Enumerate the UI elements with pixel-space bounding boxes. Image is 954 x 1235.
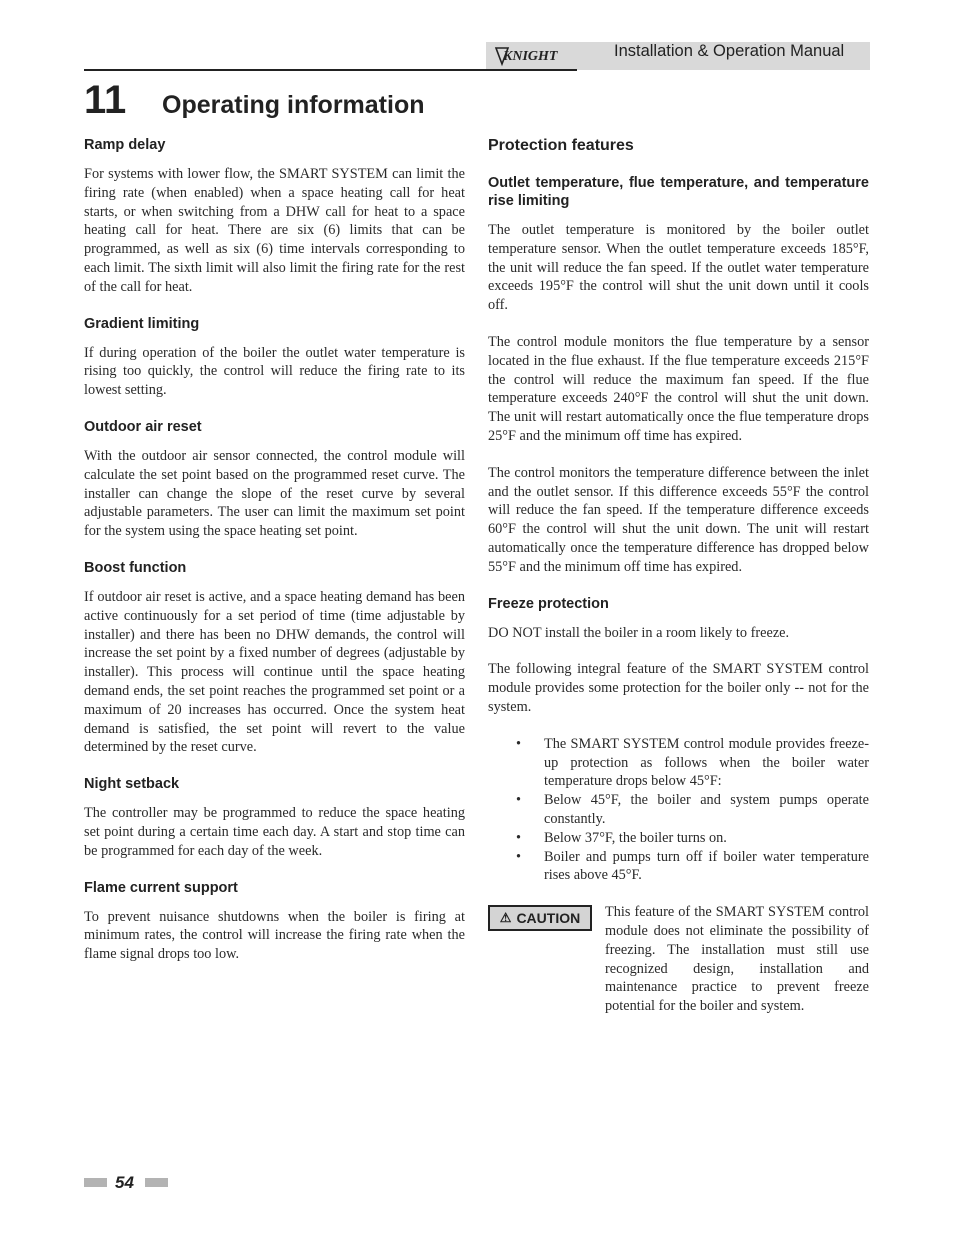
bullet-icon: •	[516, 735, 522, 752]
left-column	[84, 136, 465, 982]
freeze-bullet-list	[488, 735, 869, 885]
protection-features-title: Protection features	[488, 137, 634, 154]
section-heading: Freeze protection	[488, 595, 609, 612]
caution-label: CAUTION	[516, 910, 581, 927]
section-body: If outdoor air reset is active, and a space heating demand has been active continuously for a set period of time (time adjustable by installer) and there has been no DHW demands, the control will increase the set point by a fixed number of degrees (adjustable by installer). This process will continue until the space heating demand ends, the set point reaches the programmed set point or a maximum of 20 increases has occurred. Once the system heat demand is satisfied, the set point will revert to the value determined by the reset curve.	[84, 588, 465, 756]
list-item	[488, 829, 869, 848]
section-heading: Gradient limiting	[84, 315, 200, 332]
section-heading: Flame current support	[84, 879, 238, 896]
section-body: DO NOT install the boiler in a room likely to freeze.	[488, 624, 790, 641]
section-heading: Ramp delay	[84, 137, 166, 153]
section-body: For systems with lower flow, the SMART SYSTEM can limit the firing rate (when enabled) when a space heating call for heat starts, or when switching from a DHW call for heat to a space heating call for heat. There are six (6) limits that can be programmed, as well as six (6) time intervals corresponding to each limit. The sixth limit will also limit the firing rate for the rest of the call for heat.	[84, 166, 465, 295]
list-item-text: Boiler and pumps turn off if boiler water temperature rises above 45°F.	[544, 848, 869, 884]
section-freeze-protection	[488, 595, 869, 886]
section-body: The control module monitors the flue temperature by a sensor located in the flue exhaust. If the flue temperature exceeds 215°F the control will reduce the maximum fan speed. If the flue temperature exceeds 240°F the control will shut the unit down. The unit will restart automatically once the flue temperature drops 25°F and the minimum off time has expired.	[488, 333, 869, 444]
section-outlet-temperature	[488, 174, 869, 577]
list-item	[488, 791, 869, 829]
logo-wordmark: KNIGHT	[503, 49, 558, 64]
section-heading: Boost function	[84, 559, 187, 576]
section-body: With the outdoor air sensor connected, the control module will calculate the set point based on the programmed reset curve. The installer can change the slope of the reset curve by several adjustable parameters. The user can limit the maximum set point for the system using the space heating set point.	[84, 447, 465, 540]
section-body: If during operation of the boiler the outlet water temperature is rising too quickly, the control will reduce the firing rate to its lowest setting.	[84, 344, 465, 399]
list-item	[488, 735, 869, 791]
section-boost-function	[84, 559, 465, 757]
caution-badge	[488, 905, 592, 931]
page-title: Operating information	[162, 91, 425, 119]
section-body: The controller may be programmed to reduce the space heating set point during a certain time each day. A start and stop time can be programmed for each day of the week.	[84, 805, 465, 859]
chapter-number: 11	[84, 78, 127, 122]
section-heading: Night setback	[84, 776, 180, 793]
header-rule	[84, 69, 577, 71]
section-body: The outlet temperature is monitored by the boiler outlet temperature sensor. When the outlet temperature exceeds 185°F, the unit will reduce the fan speed. If the outlet water temperature exceeds 195°F the control will shut the unit down until it cools off.	[488, 222, 869, 314]
bullet-icon: •	[516, 792, 522, 809]
section-heading: Outdoor air reset	[84, 418, 202, 435]
section-body: The control monitors the temperature difference between the inlet and the outlet sensor. If this difference exceeds 55°F the control will reduce the fan speed. If the temperature difference exceeds 60°F the control will shut the unit down. The unit will restart automatically once the temperature difference has dropped below 55°F and the minimum off time has expired.	[488, 464, 869, 575]
section-ramp-delay	[84, 136, 465, 297]
list-item-text: The SMART SYSTEM control module provides freeze-up protection as follows when the boiler water temperature drops below 45°F:	[544, 735, 869, 790]
caution-notice	[488, 903, 869, 1016]
section-heading: Outlet temperature, flue temperature, and temperature rise limiting	[488, 175, 869, 209]
warning-triangle-icon: ⚠	[499, 910, 512, 926]
footer-bar-right	[145, 1178, 168, 1187]
list-item-text: Below 45°F, the boiler and system pumps operate constantly.	[544, 792, 869, 827]
bullet-icon: •	[516, 848, 522, 865]
section-flame-current-support	[84, 879, 465, 964]
caution-text: This feature of the SMART SYSTEM control module does not eliminate the possibility of freezing. The installation must still use recognized design, installation and maintenance practice to prevent freeze potential for the boiler and system.	[605, 904, 869, 1015]
list-item-text: Below 37°F, the boiler turns on.	[544, 829, 727, 846]
right-column	[488, 136, 869, 1016]
section-body: To prevent nuisance shutdowns when the boiler is firing at minimum rates, the control will increase the firing rate when the flame signal drops too low.	[84, 908, 465, 963]
list-item	[488, 848, 869, 886]
manual-title: Installation & Operation Manual	[614, 42, 845, 60]
knight-logo	[494, 45, 572, 67]
bullet-icon: •	[516, 829, 522, 846]
section-night-setback	[84, 775, 465, 860]
section-body: The following integral feature of the SMART SYSTEM control module provides some protection for the boiler only -- not for the system.	[488, 661, 869, 715]
section-outdoor-air-reset	[84, 418, 465, 541]
section-gradient-limiting	[84, 315, 465, 400]
footer-bar-left	[84, 1178, 107, 1187]
page-number: 54	[115, 1173, 134, 1192]
